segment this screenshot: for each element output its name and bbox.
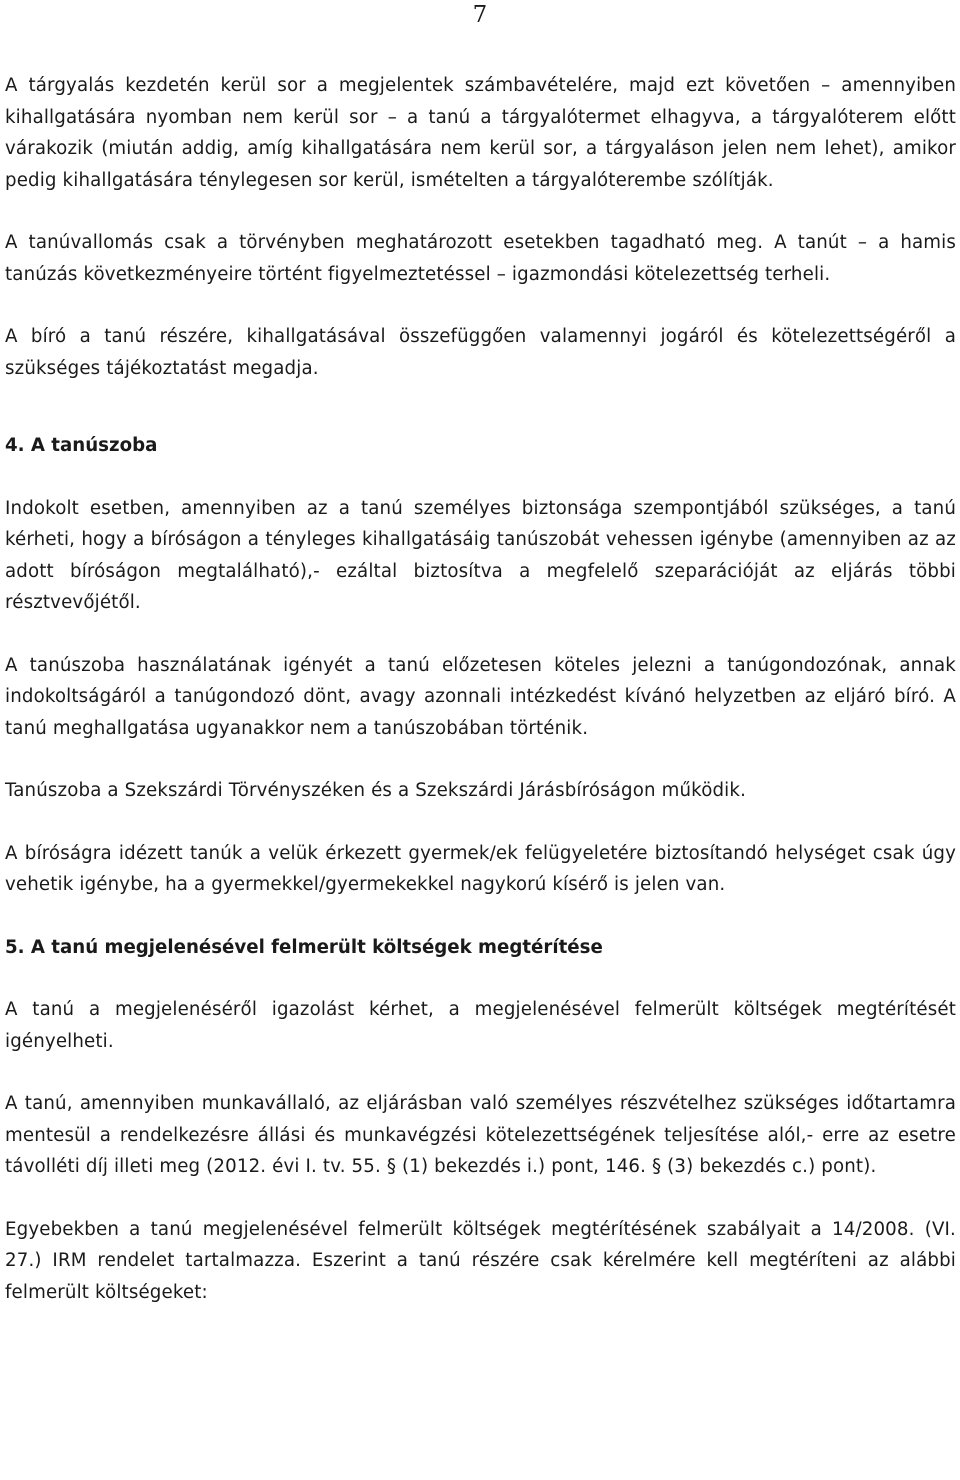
paragraph-witness-room-request: Indokolt esetben, amennyiben az a tanú személyes biztonsága szempontjából szükséges, a tanú kérheti, hogy a bíróságon a tényleges kihallgatásáig tanúszobát vehessen igénybe (amennyiben az az adott bíróságon megtalálható),- ezáltal biztosítva a megfelelő szeparációját az eljárás többi résztvevőjétől. xyxy=(5,497,956,613)
paragraph-employee-exemption: A tanú, amennyiben munkavállaló, az eljárásban való személyes részvételhez szükséges időtartamra mentesül a rendelkezésre állási és munkavégzési kötelezettségének teljesítése alól,- erre az esetre távolléti díj illeti meg (2012. évi I. tv. 55. § (1) bekezdés i.) pont, 146. § (3) bekezdés c.) pont). xyxy=(5,1093,956,1177)
paragraph-judge-information: A bíró a tanú részére, kihallgatásával összefüggően valamennyi jogáról és kötelezettségéről a szükséges tájékoztatást megadja. xyxy=(5,326,956,379)
paragraph-witness-room-location: Tanúszoba a Szekszárdi Törvényszéken és a Szekszárdi Járásbíróságon működik. xyxy=(5,780,746,801)
paragraph-hearing-start: A tárgyalás kezdetén kerül sor a megjelentek számbavételére, majd ezt követően – amennyiben kihallgatására nyomban nem kerül sor – a tanú a tárgyalótermet elhagyva, a tárgyalóterem előtt várakozik (miután addig, amíg kihallgatására nem kerül sor, a tárgyaláson jelen nem lehet), amikor pedig kihallgatására ténylegesen sor kerül, ismételten a tárgyalóterembe szólítják. xyxy=(5,75,956,191)
page-number: 7 xyxy=(472,2,488,28)
paragraph-attendance-certificate: A tanú a megjelenéséről igazolást kérhet, a megjelenésével felmerült költségek megtérítését igényelheti. xyxy=(5,999,956,1052)
section-heading-cost-reimbursement: 5. A tanú megjelenésével felmerült költségek megtérítése xyxy=(5,936,603,958)
document-body xyxy=(5,70,956,1308)
section-heading-witness-room: 4. A tanúszoba xyxy=(5,435,158,456)
paragraph-refuse-testimony: A tanúvallomás csak a törvényben meghatározott esetekben tagadható meg. A tanút – a hamis tanúzás következményeire történt figyelmeztetéssel – igazmondási kötelezettség terheli. xyxy=(5,232,956,285)
paragraph-children-supervision: A bíróságra idézett tanúk a velük érkezett gyermek/ek felügyeletére biztosítandó helységet csak úgy vehetik igénybe, ha a gyermekkel/gyermekekkel nagykorú kísérő is jelen van. xyxy=(5,842,956,895)
paragraph-decree-reference: Egyebekben a tanú megjelenésével felmerült költségek megtérítésének szabályait a 14/2008. (VI. 27.) IRM rendelet tartalmazza. Eszerint a tanú részére csak kérelmére kell megtéríteni az alábbi felmerült költségeket: xyxy=(5,1218,956,1303)
paragraph-witness-room-usage: A tanúszoba használatának igényét a tanú előzetesen köteles jelezni a tanúgondozónak, annak indokoltságáról a tanúgondozó dönt, avagy azonnali intézkedést kívánó helyzetben az eljáró bíró. A tanú meghallgatása ugyanakkor nem a tanúszobában történik. xyxy=(5,654,956,739)
